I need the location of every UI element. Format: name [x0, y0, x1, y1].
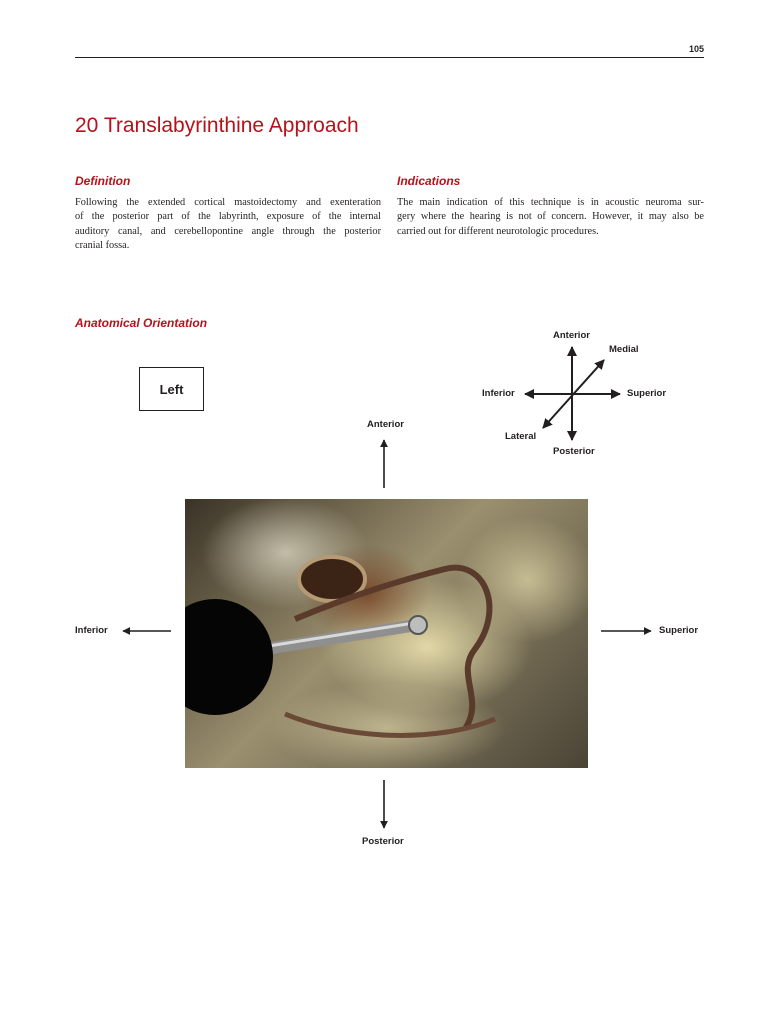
compass-inferior-label: Inferior: [482, 388, 515, 399]
compass-anterior-label: Anterior: [553, 330, 590, 341]
drill-shaft-highlight: [245, 620, 423, 651]
figure-posterior-label: Posterior: [362, 836, 404, 847]
indications-line: The main indication of this technique is in acoustic neuroma sur-: [397, 197, 704, 208]
chapter-title: 20 Translabyrinthine Approach: [75, 114, 359, 137]
surgical-photograph-drawing: [185, 499, 588, 768]
anatomical-orientation-heading: Anatomical Orientation: [75, 316, 208, 330]
definition-line: of the posterior part of the labyrinth, exposure of the internal: [75, 211, 381, 223]
definition-line: cranial fossa.: [75, 240, 130, 252]
compass-superior-label: Superior: [627, 388, 667, 399]
definition-line: Following the extended cortical mastoidectomy and exenteration: [75, 197, 381, 208]
side-label: Left: [159, 381, 184, 397]
drill-burr: [409, 616, 427, 634]
figure-inferior-label: Inferior: [75, 625, 108, 636]
figure-superior-label: Superior: [659, 625, 699, 636]
compass-medial-label: Medial: [609, 344, 639, 355]
drill-handpiece: [185, 599, 273, 715]
indications-line: gery where the hearing is not of concern. However, it may also be: [397, 211, 704, 223]
compass-lateral-label: Lateral: [505, 431, 537, 442]
bone-ridge: [285, 714, 495, 735]
compass-posterior-label: Posterior: [553, 446, 595, 457]
definition-line: auditory canal, and cerebellopontine angle through the posterior: [75, 225, 381, 237]
page-number: 105: [688, 44, 704, 54]
indications-line: carried out for different neurotologic procedures.: [397, 225, 599, 237]
surgical-photograph: [185, 499, 588, 768]
indications-heading: Indications: [397, 174, 461, 188]
definition-heading: Definition: [75, 174, 131, 188]
figure-anterior-label: Anterior: [367, 419, 404, 430]
